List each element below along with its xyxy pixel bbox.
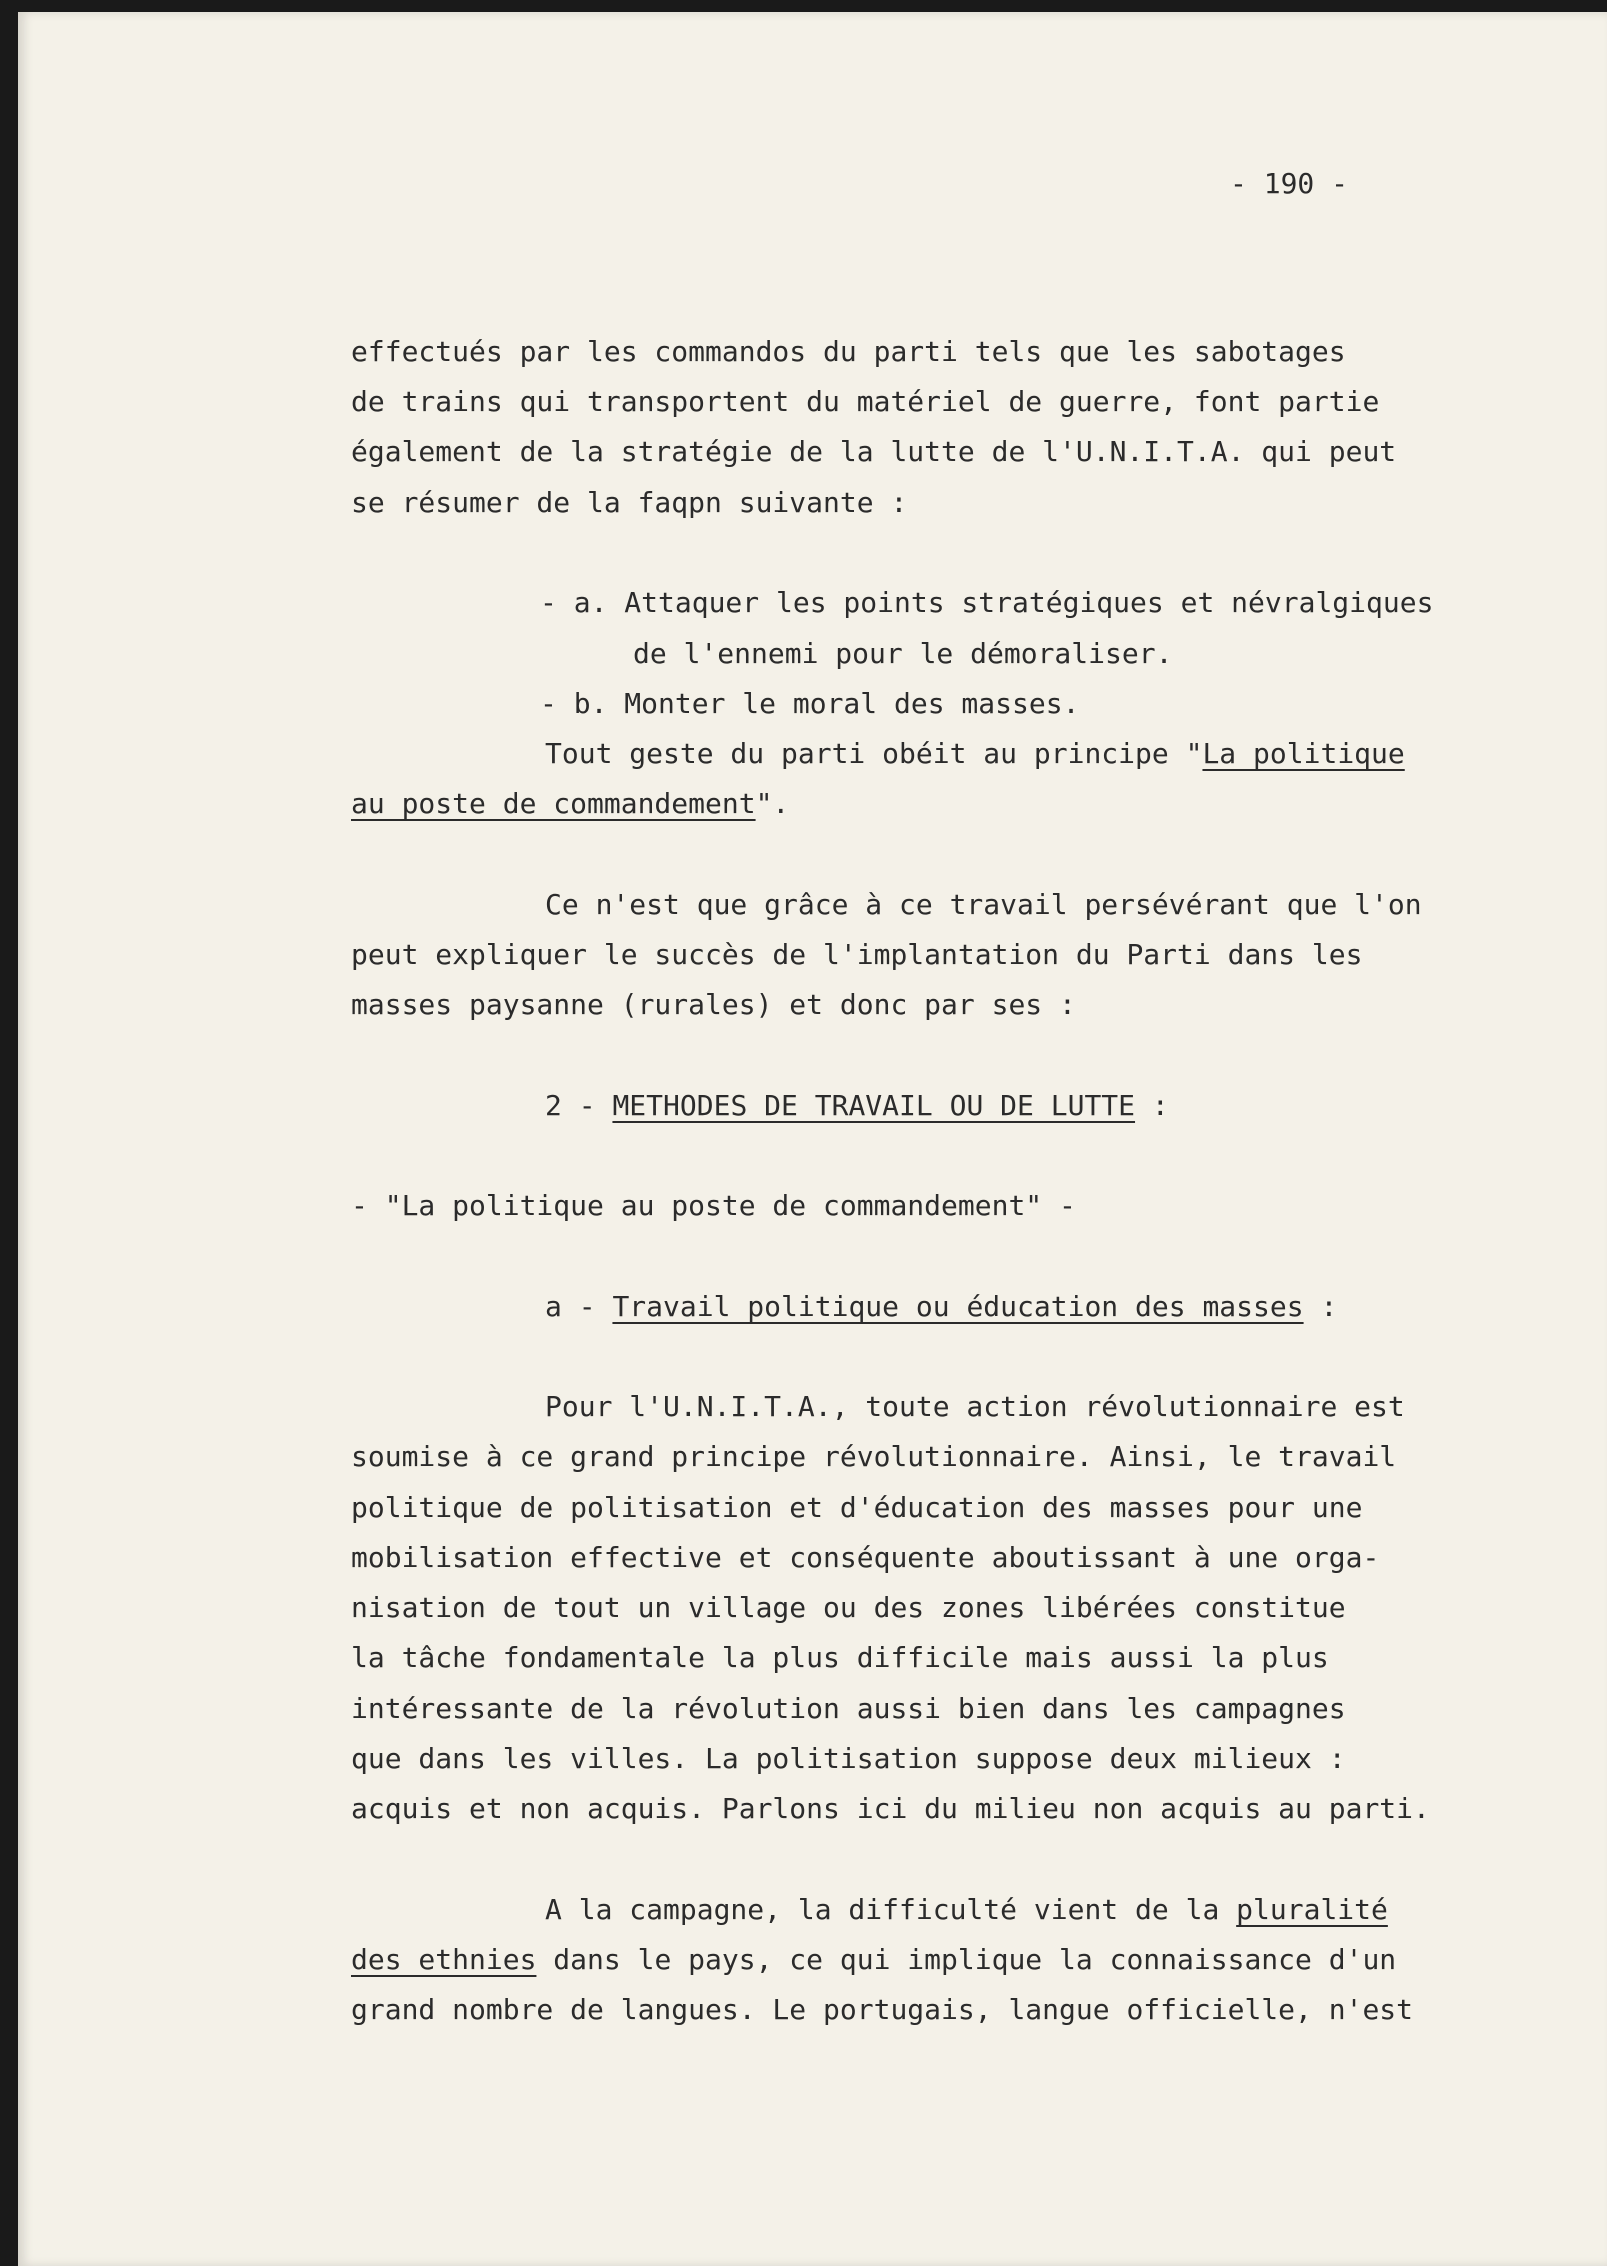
- para4-post: dans le pays, ce qui implique la connaissance d'un: [536, 1943, 1397, 1976]
- paragraph-line: également de la stratégie de la lutte de l'U.N.I.T.A. qui peut: [351, 435, 1397, 468]
- paragraph-line: Pour l'U.N.I.T.A., toute action révolutionnaire est: [545, 1390, 1405, 1423]
- paragraph-line: que dans les villes. La politisation suppose deux milieux :: [351, 1742, 1346, 1775]
- subsection-title: Travail politique ou éducation des masses: [612, 1290, 1304, 1323]
- paragraph-line: la tâche fondamentale la plus difficile mais aussi la plus: [351, 1641, 1329, 1674]
- subsection-suffix: :: [1303, 1290, 1338, 1323]
- list-item-b: - b. Monter le moral des masses.: [540, 687, 1080, 720]
- principle-underlined-2: au poste de commandement: [351, 787, 756, 820]
- page-number: - 190 -: [1230, 167, 1349, 200]
- principle-underlined: La politique: [1202, 737, 1405, 770]
- motto: - "La politique au poste de commandement" -: [351, 1189, 1076, 1222]
- principle-pre: Tout geste du parti obéit au principe ": [545, 737, 1203, 770]
- section-prefix: 2 -: [545, 1089, 613, 1122]
- paragraph-line: se résumer de la faqpn suivante :: [351, 486, 908, 519]
- paragraph-line: [351, 1943, 1397, 1976]
- paragraph-line: de trains qui transportent du matériel de guerre, font partie: [351, 385, 1380, 418]
- document-page: [18, 12, 1607, 2266]
- subsection-prefix: a -: [545, 1290, 613, 1323]
- paragraph-line: acquis et non acquis. Parlons ici du milieu non acquis au parti.: [351, 1792, 1430, 1825]
- list-item-a: - a. Attaquer les points stratégiques et névralgiques: [540, 586, 1434, 619]
- paragraph-line: [545, 1893, 1388, 1926]
- paragraph-line: Ce n'est que grâce à ce travail persévérant que l'on: [545, 888, 1422, 921]
- paragraph-line: nisation de tout un village ou des zones libérées constitue: [351, 1591, 1346, 1624]
- paragraph-line: peut expliquer le succès de l'implantation du Parti dans les: [351, 938, 1363, 971]
- para4-underlined-2: des ethnies: [351, 1943, 537, 1976]
- subsection-heading: [545, 1290, 1338, 1323]
- paragraph-line: grand nombre de langues. Le portugais, langue officielle, n'est: [351, 1993, 1414, 2026]
- principle-line-2: [351, 787, 790, 820]
- paragraph-line: soumise à ce grand principe révolutionnaire. Ainsi, le travail: [351, 1440, 1397, 1473]
- paragraph-line: masses paysanne (rurales) et donc par ses :: [351, 988, 1076, 1021]
- paragraph-line: mobilisation effective et conséquente aboutissant à une orga-: [351, 1541, 1380, 1574]
- section-heading: [545, 1089, 1169, 1122]
- paragraph-line: effectués par les commandos du parti tels que les sabotages: [351, 335, 1346, 368]
- paragraph-line: intéressante de la révolution aussi bien dans les campagnes: [351, 1692, 1346, 1725]
- paragraph-line: politique de politisation et d'éducation des masses pour une: [351, 1491, 1363, 1524]
- para4-pre: A la campagne, la difficulté vient de la: [545, 1893, 1237, 1926]
- section-suffix: :: [1135, 1089, 1169, 1122]
- principle-line: [545, 737, 1405, 770]
- section-title: METHODES DE TRAVAIL OU DE LUTTE: [612, 1089, 1136, 1122]
- list-item-a-continued: de l'ennemi pour le démoraliser.: [633, 637, 1173, 670]
- principle-post: ".: [755, 787, 790, 820]
- para4-underlined: pluralité: [1236, 1893, 1388, 1926]
